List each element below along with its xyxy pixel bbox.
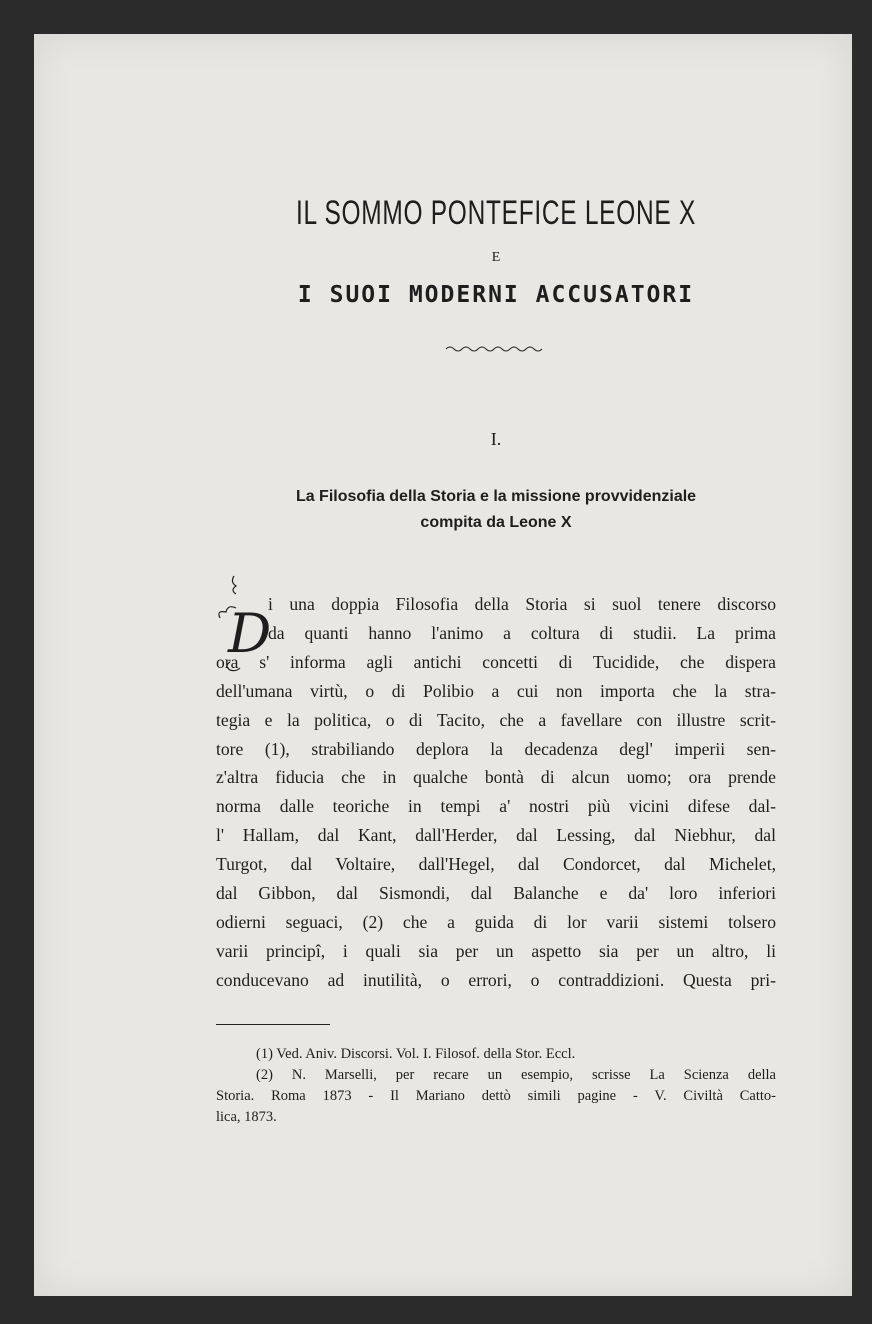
body-line: tore (1), strabiliando deplora la decadenza degl' imperii sen- (216, 738, 776, 759)
page-content (216, 34, 776, 1296)
section-heading (216, 484, 776, 536)
footnote-1: (1) Ved. Aniv. Discorsi. Vol. I. Filosof. della Stor. Eccl. (256, 1046, 576, 1062)
body-line: da quanti hanno l'animo a coltura di studii. La prima (268, 622, 776, 643)
title-conjunction: E (491, 250, 501, 265)
section-heading-line-2: compita da Leone X (420, 514, 572, 531)
footnote-2-line-2: Storia. Roma 1873 - Il Mariano dettò simili pagine - V. Civiltà Catto- (216, 1088, 776, 1104)
body-line: z'altra fiducia che in qualche bontà di alcun uomo; ora prende (216, 767, 776, 788)
subtitle: I SUOI MODERNI ACCUSATORI (297, 282, 695, 308)
body-line: varii principî, i quali sia per un aspetto sia per un altro, li (216, 940, 776, 961)
footnotes (216, 1044, 776, 1128)
body-line: tegia e la politica, o di Tacito, che a favellare con illustre scrit- (216, 709, 776, 730)
svg-text:D: D (228, 602, 272, 665)
body-line: l' Hallam, dal Kant, dall'Herder, dal Lessing, dal Niebhur, dal (216, 825, 776, 846)
body-paragraph (216, 590, 776, 995)
section-number: I. (490, 429, 502, 449)
body-line: Turgot, dal Voltaire, dall'Hegel, dal Condorcet, dal Michelet, (216, 854, 776, 875)
body-line: odierni seguaci, (2) che a guida di lor varii sistemi tolsero (216, 911, 776, 932)
body-line: ora s' informa agli antichi concetti di Tucidide, che dispera (216, 651, 776, 672)
book-page (34, 34, 852, 1296)
ornament-divider-icon (444, 344, 544, 354)
body-line: dal Gibbon, dal Sismondi, dal Balanche e da' loro inferiori (216, 883, 776, 904)
body-line: i una doppia Filosofia della Storia si suol tenere discorso (268, 594, 776, 614)
footnote-divider (216, 1024, 330, 1025)
footnote-2-line-3: lica, 1873. (216, 1109, 277, 1125)
body-line: norma dalle teoriche in tempi a' nostri più vicini difese dal- (216, 796, 776, 817)
section-heading-line-1: La Filosofia della Storia e la missione provvidenziale (295, 488, 697, 505)
body-line: dell'umana virtù, o di Polibio a cui non importa che la stra- (216, 680, 776, 701)
main-title: IL SOMMO PONTEFICE LEONE X (295, 194, 697, 232)
body-line: conducevano ad inutilità, o errori, o contraddizioni. Questa pri- (216, 969, 776, 990)
footnote-2-line-1: (2) N. Marselli, per recare un esempio, scrisse La Scienza della (256, 1067, 776, 1083)
